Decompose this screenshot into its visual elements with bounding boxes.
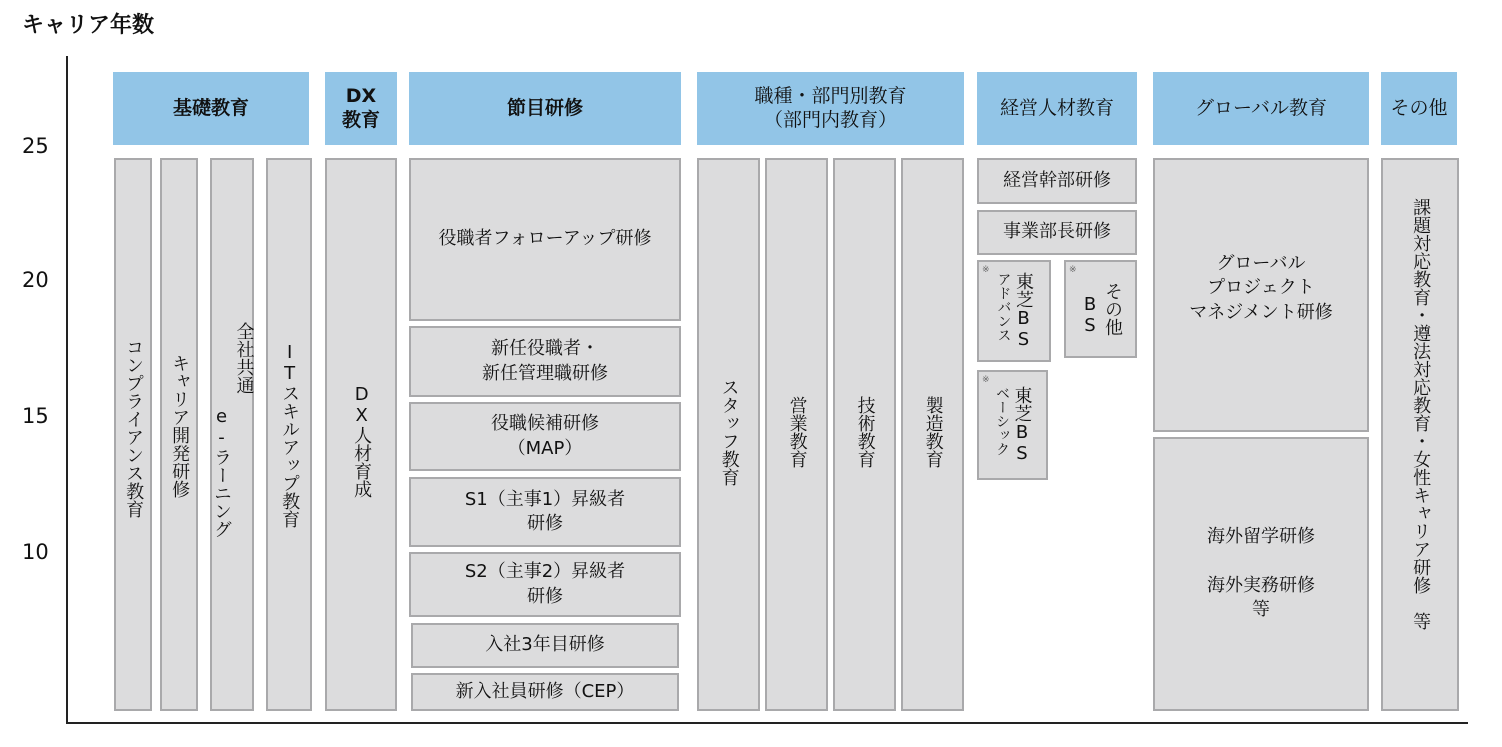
overseas-training: 海外留学研修 海外実務研修 等 — [1153, 437, 1369, 711]
note-mark: ※ — [1069, 265, 1077, 275]
it-skill-education — [266, 158, 312, 711]
y-tick-15: 15 — [22, 404, 49, 428]
page-title: キャリア年数 — [22, 13, 155, 38]
manager-followup-label: 役職者フォローアップ研修 — [438, 228, 652, 250]
staff-education-label: スタッフ教育 — [718, 378, 740, 486]
header-management-education: 経営人材教育 — [977, 72, 1137, 145]
y-tick-10: 10 — [22, 540, 49, 564]
division-head-training: 事業部長研修 — [977, 210, 1137, 255]
sales-education — [765, 158, 828, 711]
y-tick-20: 20 — [22, 268, 49, 292]
other-bs-label-b: BS — [1079, 294, 1101, 336]
x-axis — [66, 722, 1468, 724]
bs-basic-sub-label: ベーシック — [994, 386, 1010, 456]
compliance-education — [114, 158, 152, 711]
career-development-training — [160, 158, 198, 711]
header-job-department-education: 職種・部門別教育 （部門内教育） — [697, 72, 964, 145]
bs-advance-sub-label: アドバンス — [995, 272, 1012, 342]
technical-education — [833, 158, 896, 711]
bs-basic-main-label: 東芝BS — [1011, 386, 1033, 464]
career-development-label: キャリア開発研修 — [169, 354, 191, 498]
company-e-learning — [210, 158, 254, 711]
new-hire-training: 新入社員研修（CEP） — [411, 673, 679, 711]
manufacturing-education — [901, 158, 964, 711]
dx-talent-label: DX人材育成 — [351, 384, 373, 498]
note-mark: ※ — [982, 265, 990, 275]
dx-talent-development — [325, 158, 397, 711]
header-basic-education: 基礎教育 — [113, 72, 309, 145]
global-project-management-training: グローバル プロジェクト マネジメント研修 — [1153, 158, 1369, 432]
executive-training: 経営幹部研修 — [977, 158, 1137, 204]
header-other: その他 — [1381, 72, 1457, 145]
header-global-education: グローバル教育 — [1153, 72, 1369, 145]
header-milestone-training: 節目研修 — [409, 72, 681, 145]
s2-promotion-training: S2（主事2）昇級者 研修 — [409, 552, 681, 617]
s1-promotion-training: S1（主事1）昇級者 研修 — [409, 477, 681, 547]
third-year-training: 入社3年目研修 — [411, 623, 679, 668]
y-axis — [66, 56, 68, 724]
header-dx-education: DX 教育 — [325, 72, 397, 145]
other-bs — [1064, 260, 1137, 358]
toshiba-bs-advance — [977, 260, 1051, 362]
compliance-diversity-training — [1381, 158, 1459, 711]
note-mark: ※ — [982, 375, 990, 385]
staff-education — [697, 158, 760, 711]
e-learning-label-a: 全社共通 — [233, 322, 255, 394]
compliance-diversity-label: 課題対応教育・遵法対応教育・女性キャリア研修 等 — [1410, 198, 1432, 630]
y-tick-25: 25 — [22, 134, 49, 158]
toshiba-bs-basic — [977, 370, 1048, 480]
manager-followup-training — [409, 158, 681, 321]
manager-candidate-training: 役職候補研修 （MAP） — [409, 402, 681, 471]
new-manager-training: 新任役職者・ 新任管理職研修 — [409, 326, 681, 397]
other-bs-label-a: その他 — [1102, 282, 1123, 336]
technical-education-label: 技術教育 — [854, 396, 876, 468]
bs-advance-main-label: 東芝BS — [1013, 272, 1034, 350]
sales-education-label: 営業教育 — [786, 396, 808, 468]
manufacturing-education-label: 製造教育 — [922, 396, 944, 468]
e-learning-label-b: e-ラーニング — [211, 406, 232, 538]
it-skill-label: ITスキルアップ教育 — [279, 342, 301, 528]
compliance-education-label: コンプライアンス教育 — [123, 338, 145, 518]
